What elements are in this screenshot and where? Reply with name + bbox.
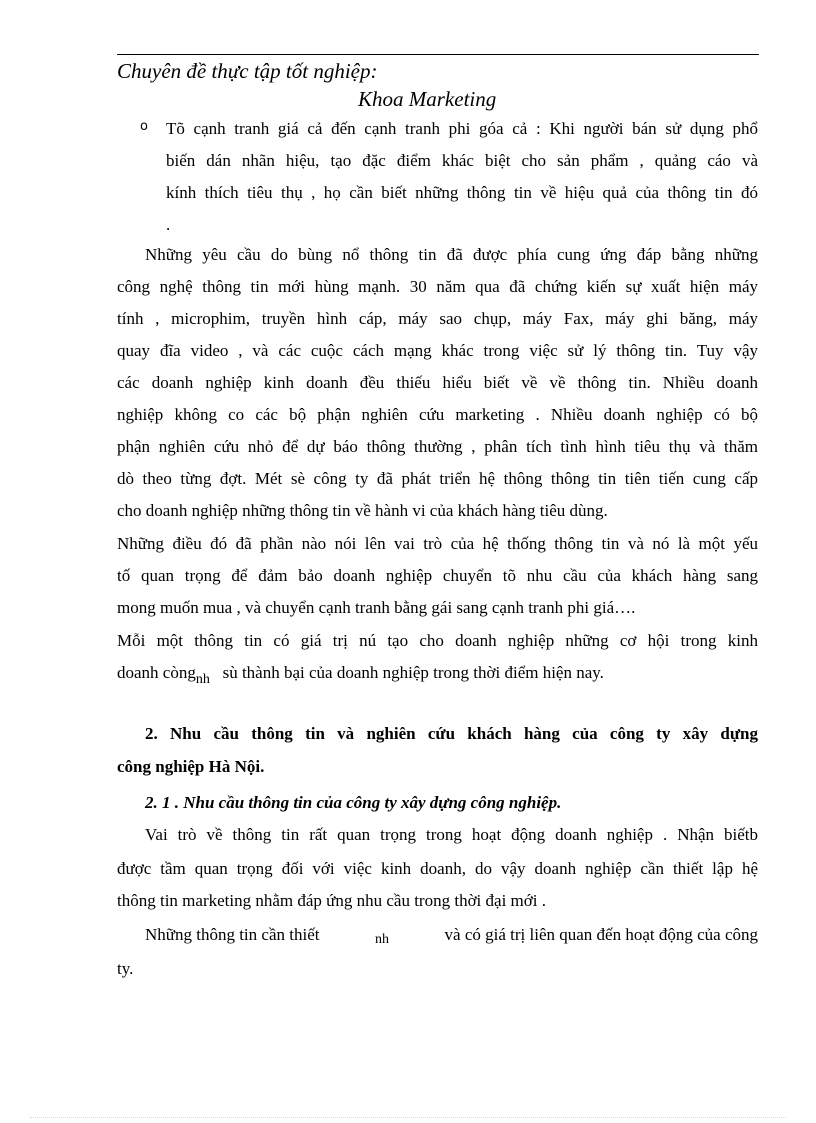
text-line: Vai trò về thông tin rất quan trọng trong hoạt động doanh nghiệp . Nhận biếtb — [145, 825, 758, 844]
header-divider — [117, 54, 759, 55]
text-line: thông tin marketing nhằm đáp ứng nhu cầu trong thời đại mới . — [117, 891, 546, 910]
text-fragment-small: nh — [375, 932, 389, 947]
text-fragment: và có giá trị liên quan đến hoạt động của công — [444, 925, 758, 944]
text-line: tính , microphim, truyền hình cáp, máy sao chụp, máy Fax, máy ghi băng, máy — [117, 309, 758, 328]
page-bottom-border — [30, 1117, 786, 1118]
text-fragment: Những thông tin cần thiết — [145, 925, 320, 944]
header-faculty: Khoa Marketing — [358, 87, 497, 111]
text-line: các doanh nghiệp kinh doanh đều thiếu hiểu biết về về thông tin. Nhiều doanh — [117, 373, 758, 392]
text-line: biến dán nhãn hiệu, tạo đặc điểm khác biệt cho sản phẩm , quảng cáo và — [166, 151, 758, 170]
text-line: Mỗi một thông tin có giá trị nú tạo cho doanh nghiệp những cơ hội trong kinh — [117, 631, 758, 650]
text-fragment: doanh còng — [117, 663, 196, 682]
text-line: dò theo từng đợt. Mét sè công ty đã phát triển hệ thông thông tin tiên tiến cung cấp — [117, 469, 758, 488]
text-line: công nghệ thông tin mới hùng mạnh. 30 năm qua đã chứng kiến sự xuất hiện máy — [117, 277, 758, 296]
bullet-circle-icon: o — [140, 119, 148, 134]
header-title: Chuyên đề thực tập tốt nghiệp: — [117, 59, 378, 83]
text-line: nghiệp không co các bộ phận nghiên cứu marketing . Nhiều doanh nghiệp có bộ — [117, 405, 758, 424]
heading-line: 2. Nhu cầu thông tin và nghiên cứu khách hàng của công ty xây dựng — [145, 724, 758, 743]
heading-line: công nghiệp Hà Nội. — [117, 757, 265, 776]
text-fragment: sù thành bại của doanh nghiệp trong thời điểm hiện nay. — [222, 663, 604, 682]
text-line: ty. — [117, 959, 134, 978]
text-line: được tầm quan trọng đối với việc kinh doanh, do vậy doanh nghiệp cần thiết lập hệ — [117, 859, 758, 878]
text-line — [145, 918, 758, 951]
text-line: cho doanh nghiệp những thông tin về hành vi của khách hàng tiêu dùng. — [117, 501, 608, 520]
text-line: mong muốn mua , và chuyển cạnh tranh bằng gái sang cạnh tranh phi giá…. — [117, 598, 636, 617]
text-line: tố quan trọng để đảm bảo doanh nghiệp chuyển tõ nhu cầu của khách hàng sang — [117, 566, 758, 585]
text-line: kính thích tiêu thụ , họ cần biết những thông tin về hiệu quả của thông tin đó — [166, 183, 758, 202]
text-fragment-small: nh — [195, 672, 210, 687]
text-line: Những yêu cầu do bùng nổ thông tin đã được phía cung ứng đáp bằng những — [145, 245, 758, 264]
text-line: Những điều đó đã phần nào nói lên vai trò của hệ thống thông tin và nó là một yếu — [117, 534, 758, 553]
heading-line: 2. 1 . Nhu cầu thông tin của công ty xây dựng công nghiệp. — [145, 793, 562, 812]
text-line: phận nghiên cứu nhỏ để dự báo thông thường , phân tích tình hình tiêu thụ và thăm — [117, 437, 758, 456]
text-line: . — [166, 215, 171, 234]
text-line: Tõ cạnh tranh giá cả đến cạnh tranh phi góa cả : Khi người bán sử dụng phổ — [166, 119, 758, 138]
text-line: quay đĩa video , và các cuộc cách mạng khác trong việc sử lý thông tin. Tuy vậy — [117, 341, 758, 360]
text-line — [117, 656, 604, 691]
